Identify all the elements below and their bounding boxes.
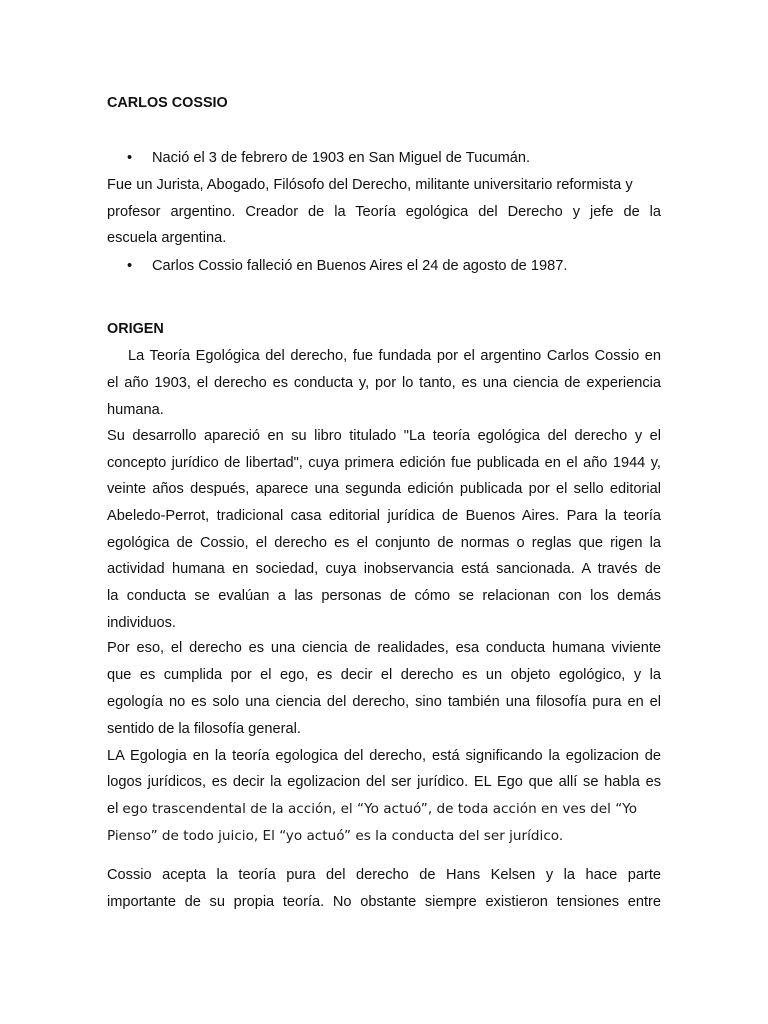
origen-p4-line-1: LA Egologia en la teoría egologica del derecho, está significando la egolizacion de bbox=[107, 748, 661, 764]
origen-p3-line-2: que es cumplida por el ego, es decir el derecho es un objeto egológico, y la bbox=[107, 667, 661, 683]
origen-p5-line-1: Cossio acepta la teoría pura del derecho de Hans Kelsen y la hace parte bbox=[107, 867, 661, 883]
origen-p1-line-3: humana. bbox=[107, 402, 164, 418]
paragraph-text: La Teoría Egológica del derecho, fue fundada por el argentino Carlos Cossio en bbox=[128, 348, 661, 364]
origen-p5-line-2: importante de su propia teoría. No obstante siempre existieron tensiones entre bbox=[107, 894, 661, 910]
origen-p3-line-4: sentido de la filosofía general. bbox=[107, 721, 301, 737]
origen-p3-line-3: egología no es solo una ciencia del derecho, sino también una filosofía pura en el bbox=[107, 694, 661, 710]
origen-p2-line-7: la conducta se evalúan a las personas de cómo se relacionan con los demás bbox=[107, 588, 661, 604]
origen-p2-line-2: concepto jurídico de libertad", cuya primera edición fue publicada en el año 1944 y, bbox=[107, 455, 661, 471]
bullet-icon: • bbox=[127, 150, 133, 166]
list-item-text: Carlos Cossio falleció en Buenos Aires el 24 de agosto de 1987. bbox=[152, 258, 568, 274]
list-item-text: Nació el 3 de febrero de 1903 en San Miguel de Tucumán. bbox=[152, 150, 531, 166]
document-title: CARLOS COSSIO bbox=[107, 95, 228, 111]
origen-p1-line-1 bbox=[107, 347, 661, 365]
origen-p1-line-2: el año 1903, el derecho es conducta y, por lo tanto, es una ciencia de experiencia bbox=[107, 375, 661, 391]
bullet-icon: • bbox=[127, 258, 133, 274]
origen-p2-line-1: Su desarrollo apareció en su libro titulado "La teoría egológica del derecho y el bbox=[107, 428, 661, 444]
section-heading-origen: ORIGEN bbox=[107, 321, 164, 337]
origen-p2-line-4: Abeledo-Perrot, tradicional casa editorial jurídica de Buenos Aires. Para la teoría bbox=[107, 508, 661, 524]
origen-p2-line-3: veinte años después, aparece una segunda edición publicada por el sello editorial bbox=[107, 481, 661, 497]
origen-p2-line-8: individuos. bbox=[107, 615, 176, 631]
origen-p4-line-3 bbox=[107, 800, 661, 818]
bio-line-3: escuela argentina. bbox=[107, 230, 227, 246]
bio-line-2: profesor argentino. Creador de la Teoría egológica del Derecho y jefe de la bbox=[107, 204, 661, 220]
paragraph-text: el bbox=[107, 801, 123, 817]
paragraph-text-alt-font: ego trascendental de la acción, el “Yo actuó”, de toda acción en ves del “Yo bbox=[122, 801, 638, 817]
origen-p2-line-6: actividad humana en sociedad, cuya inobservancia está sancionada. A través de bbox=[107, 561, 661, 577]
origen-p4-line-4: Pienso” de todo juicio, El “yo actuó” es la conducta del ser jurídico. bbox=[107, 828, 564, 844]
origen-p2-line-5: egológica de Cossio, el derecho es el conjunto de normas o reglas que rigen la bbox=[107, 535, 661, 551]
origen-p3-line-1: Por eso, el derecho es una ciencia de realidades, esa conducta humana viviente bbox=[107, 640, 661, 656]
bio-line-1: Fue un Jurista, Abogado, Filósofo del Derecho, militante universitario reformista y bbox=[107, 177, 633, 193]
origen-p4-line-2: logos jurídicos, es decir la egolizacion del ser jurídico. EL Ego que allí se habla es bbox=[107, 774, 661, 790]
